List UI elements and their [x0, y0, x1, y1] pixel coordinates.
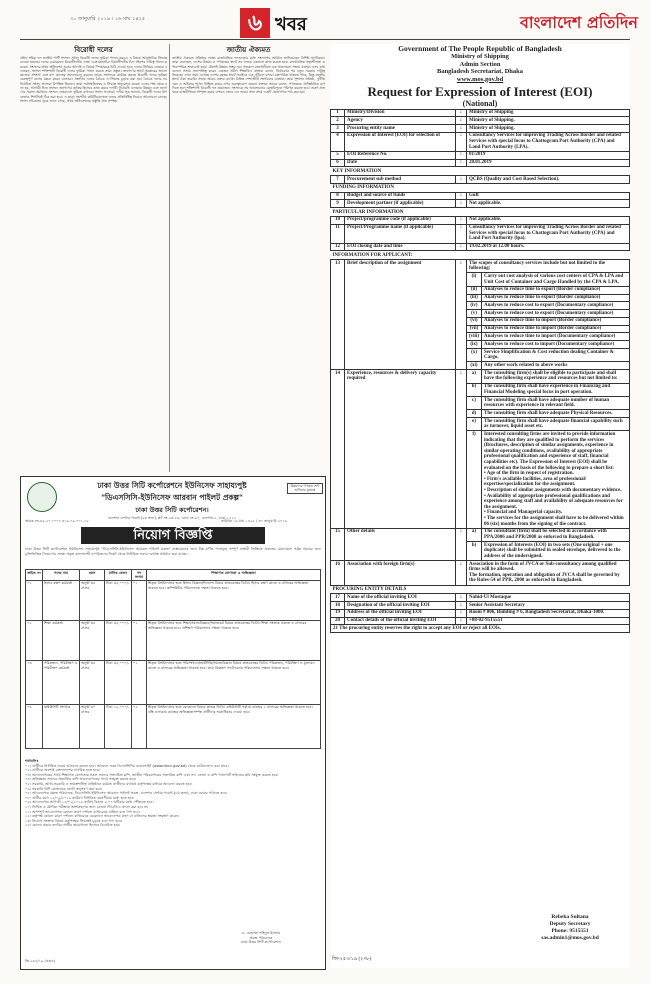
eoi-procuring-table: [330, 586, 630, 634]
news-headline-2: জাতীয় ঐক্যমত: [226, 45, 271, 54]
table-row: 6 Date : 28.01.2019: [331, 159, 630, 167]
office-name: ঢাকা উত্তর সিটি কর্পোরেশন।: [135, 506, 209, 514]
experience-item: e) The consulting firm shall have adequate financial capability such as turnover, liquid asset etc.: [331, 418, 630, 431]
masthead: [0, 0, 650, 40]
eoi-signer-name: Rebeka Sultana: [551, 914, 589, 920]
eoi-website-link[interactable]: www.mos.gov.bd: [456, 75, 504, 83]
org-name: ঢাকা উত্তর সিটি কর্পোরেশনে ইউনিসেফ সাহায্যপুষ্ট: [97, 481, 247, 490]
table-row: ০৪ কমিউনিটি সংগঠক অনূর্ধ্ব ৩০ বৎসর টাকা ২২,০০০/- ০২ স্বীকৃত বিশ্ববিদ্যালয় হতে যেকোনো বিষয়ে স্নাতক ডিগ্রি। কমিউনিটি পর্যায়ে কাজের ২ বৎসরের অভিজ্ঞতা থাকতে হবে। বস্তি এলাকায় কাজের অভিজ্ঞতাসম্পন্ন প্রার্থীদের অগ্রাধিকার দেওয়া হবে।: [26, 704, 321, 748]
table-row: 14 Experience, resources & delivery capacity required : a) The consulting firm(s) shall be eligible to participate and shall have the following experience and resources but not limited to:: [331, 370, 630, 383]
table-row: 10 Project/programme code (if applicable) : Not applicable.: [331, 216, 630, 224]
table-row: 20 Contact details of the official inviting EOI : +88-02-9515551: [331, 617, 630, 625]
table-row: 15 Other details : a) The consultant (firm) shall be selected in accordance with PPA/2006 and PPR/2008 as enforced in Bangladesh.: [331, 528, 630, 541]
eoi-notice: [330, 44, 630, 968]
col-post: পদের নাম: [43, 570, 80, 581]
masthead-date: ৩০ জানুয়ারি ২০১৯ । ১৬ মাঘ ১৪২৫: [70, 16, 146, 22]
recruitment-intro: ঢাকা উত্তর সিটি কর্পোরেশনে ইউনিসেফ সাহায্যপুষ্ট "ডিএসসিসি-ইউনিসেফ আরবান পাইলট প্রকল্প" বাস্তবায়নের জন্য নিম্ন বর্ণিত পদসমূহে সম্পূর্ণ অস্থায়ী ভিত্তিতে প্রকল্পের মেয়াদকাল পর্যন্ত সময়ের জন্য চুক্তিভিত্তিক নিয়োগের লক্ষ্যে প্রকৃত বাংলাদেশী নাগরিকদের নিকট থেকে নির্ধারিত ফরমে দরখাস্ত আহ্বান করা যাচ্ছে।: [25, 547, 321, 556]
table-row: 4 Expression of Interest (EOI) for selection of : Consultancy Services for improving Trading Across Border and related Services with special focus to Chattogram Port Authority (CPA) and Land Port Authority (LPA).: [331, 132, 630, 151]
eoi-scope-table: [330, 259, 630, 586]
bullet-item: • Description of similar assignments with documentary evidence.: [484, 487, 622, 493]
table-row: 13 Brief description of the assignment : The scopes of consultancy services include but not limited to the following:: [331, 260, 630, 273]
bullet-item: • The services for the assignment shall have to be delivered within 06 (six) months from the signing of the contract.: [484, 515, 624, 527]
table-row: 12 EOI closing date and time : 19.02.2019 at 12.00 hours.: [331, 243, 630, 251]
memo-date: তারিখঃ ১৬ মাঘ ১৪২৫ / ৩০ জানুয়ারি ২০১৯: [221, 519, 288, 523]
scope-item: (viii) Analyses to reduce time to import (Documentary compliance): [331, 333, 630, 341]
news-column-1: [20, 44, 167, 472]
recruit-signature: [201, 931, 321, 945]
table-row: 1 Ministry/Division : Ministry of Shipping: [331, 109, 630, 117]
eoi-ministry: Ministry of Shipping: [451, 53, 509, 60]
news-column-2: [172, 44, 325, 472]
condition-item: ১৩। নিয়োগ সংক্রান্ত বিষয়ে কর্তৃপক্ষের সিদ্ধান্তই চূড়ান্ত বলে গণ্য হবে।: [25, 818, 123, 823]
signer-name: ড. মোহাম্মদ শহিদুল ইসলাম: [241, 931, 281, 935]
table-row: 3 Procuring entity name : Ministry of Shipping.: [331, 125, 630, 133]
eoi-address: Bangladesh Secretariat, Dhaka: [436, 68, 523, 75]
news-headline-1: বিরোধী দলের: [74, 45, 113, 54]
section-title: খবর: [275, 14, 307, 35]
condition-item: ১২। কর্তৃপক্ষ কোনো কারণ দর্শানো ব্যতিরেকে যেকোনো আবেদনপত্র গ্রহণ বা বাতিলের ক্ষমতা সংরক্ষণ করেন।: [25, 814, 180, 819]
column-divider: [169, 44, 170, 472]
other-item: b) Expression of Interests (EOI) in two sets (One original + one duplicate) shall be submitted in sealed envelope, delivered to the address of the undersigned.: [331, 542, 630, 561]
experience-item: d) The consulting firm shall have adequate Physical Resources.: [331, 410, 630, 418]
condition-item: ১০। লিখিত ও মৌখিক পরীক্ষায় অংশগ্রহণের জন্য কোনো টিএ/ডিএ প্রদান করা হবে না।: [25, 804, 149, 809]
dncc-seal-icon: [27, 482, 57, 512]
table-row: 16 Association with foreign firm(s) : Association in the form of JVCA or Sub-consultancy among qualified firms will be allowed. The formation, operation and obligation of JVCA shall be governed by the Rules-54 of PPR, 2008 as enforced in Bangladesh.: [331, 561, 630, 586]
table-row: 11 Project/Programme name (if applicable) : Consultancy Services for improving Trading Across Border and related Services with special focus to Chattogram Port Authority (CPA) and Land Port Authority (lpa).: [331, 224, 630, 243]
col-count: পদ সংখ্যা: [132, 570, 147, 581]
scope-item: (v) Analyses to reduce cost to export (Documentary compliance): [331, 310, 630, 318]
scope-item: (xi) Any other work related to above works: [331, 362, 630, 370]
bullet-item: • Financial and Managerial capacity.: [484, 510, 563, 516]
bullet-item: • Age of the firm in respect of registration.: [484, 471, 574, 477]
table-row: 18 Designation of the official inviting EOI : Senior Assistant Secretary: [331, 602, 630, 610]
eoi-title: Request for Expression of Interest (EOI): [367, 83, 593, 99]
table-row: 2 Agency : Ministry of Shipping.: [331, 117, 630, 125]
condition-item: ০৪। অভিজ্ঞতা সনদের সত্যায়িত কপি আবেদনপত্রের সাথে সংযুক্ত করতে হবে।: [25, 777, 137, 782]
conditions: [25, 759, 321, 929]
condition-item: ০২। প্রার্থীকে অবশ্যই বাংলাদেশের নাগরিক হতে হবে।: [25, 768, 100, 773]
page-number: ৬: [240, 8, 270, 38]
condition-item: ০৯। আবেদনপত্র আগামী ১৫/০২/২০১৯ তারিখ বিকাল ৫.০০ ঘটিকার মধ্যে পৌঁছাতে হবে।: [25, 800, 154, 805]
news-body-1: প্রধান শরিক দল জাতীয় পার্টি সংসদে প্রধান বিরোধী দলের ভূমিকা পালন করবে। এ বিষয়ে আনুষ্ঠানিক সিদ্ধান্ত নেওয়া হয়েছে। দলের চেয়ারম্যান বিরোধীদলীয় নেতা এবং মহাসচিব বিরোধীদলীয় চিফ হুইপের দায়িত্ব পালন করবেন। সংসদের প্রথম অধিবেশন শুরুর আগেই এ বিষয়ে স্পিকারকে চিঠি দেওয়া হবে। দলের সিনিয়র নেতারা বলেছেন, সংসদে শক্তিশালী বিরোধী দলের ভূমিকা পালন করতে তারা প্রস্তুত। জনগণের স্বার্থে সরকারের ভালো কাজের প্রশংসা এবং মন্দ কাজের সমালোচনা করবেন তারা। সংসদকে কার্যকর করতে বিরোধী দলের ভূমিকা গুরুত্বপূর্ণ বলেও মন্তব্য করেন নেতারা। সংসদীয় দলের বৈঠকে এ সিদ্ধান্ত চূড়ান্ত করা হয়। বৈঠকে দলের নবনির্বাচিত সংসদ সদস্যরা উপস্থিত ছিলেন। তারা সর্বসম্মতিক্রমে এ সিদ্ধান্ত অনুমোদন করেন। দলের পক্ষ থেকে বলা হয়, আগামী দিনে সংসদে জনগণের কণ্ঠস্বর হিসেবে কাজ করবে দলটি। নির্বাচনী এলাকার উন্নয়ন এবং জনগণের সমস্যা সমাধানে সংসদে জোরালো ভূমিকা রাখবেন সংসদ সদস্যরা। দলীয় সূত্র জানায়, বিরোধী দলের উপনেতাও শিগগিরই ঠিক করা হবে। এ ছাড়া সংসদীয় কমিটিগুলোতে দলের প্রতিনিধিত্ব নিয়েও আলোচনা চলছে। সংসদ সচিবালয় সূত্রে জানা গেছে, প্রথম অধিবেশনের প্রস্তুতি প্রায় সম্পন্ন।: [20, 56, 167, 103]
table-row: 7 Procurement sub method : QCBS (Quality and Cost Based Selection).: [331, 176, 630, 184]
col-salary: মাসিক বেতন: [105, 570, 132, 581]
table-row: 17 Name of the official inviting EOI : Nahid-Ul Mostaque: [331, 594, 630, 602]
eoi-signature: [520, 914, 620, 942]
eoi-wing: Admin Section: [459, 60, 501, 68]
table-row: 9 Development partner (if applicable) : Not applicable.: [331, 200, 630, 208]
scope-item: (i) Carry out cost analysis of various cost centers of CPA & LPA and Unit Cost of Container and Cargo Handled by the CPA & LPA.: [331, 273, 630, 286]
newspaper-logo: বাংলাদেশ প্রতিদিন: [520, 13, 638, 32]
experience-item: b) The consulting firm shall have experience in Financing and Financial Modeling special focus in port operation.: [331, 383, 630, 396]
signer-org: ঢাকা উত্তর সিটি কর্পোরেশন।: [240, 940, 282, 945]
scope-item: (iii) Analyses to reduce time to export (Border compliance): [331, 294, 630, 302]
col-age: বয়স: [80, 570, 105, 581]
bullet-item: • Firm's available facilities, area of professional/ expertise/specialization for the assignment.: [484, 476, 587, 488]
table-row: 8 Budget and source of funds : GoB: [331, 192, 630, 200]
table-row: ০২ শিক্ষা কর্মকর্তা অনূর্ধ্ব ৩৫ বৎসর টাকা ৩৫,০০০/- ০১ স্বীকৃত বিশ্ববিদ্যালয় হতে শিক্ষা/সমাজবিজ্ঞান/সমাজকর্ম বিষয়ে স্নাতকোত্তর ডিগ্রি। শিক্ষা সংক্রান্ত প্রকল্পে ৩ বৎসরের অভিজ্ঞতা থাকতে হবে। প্রশিক্ষণ পরিচালনায় দক্ষতা থাকতে হবে।: [26, 620, 321, 660]
eoi-table: [330, 109, 630, 260]
table-row: 19 Address of the official inviting EOI : Room # 806, Building # 6, Bangladesh Secretariat, Dhaka-1000.: [331, 609, 630, 617]
condition-item: ০৫। সরকারি, আধা-সরকারি ও স্বায়ত্তশাসিত প্রতিষ্ঠানে কর্মরত প্রার্থীদের যথাযথ কর্তৃপক্ষের মাধ্যমে আবেদন করতে হবে।: [25, 781, 193, 786]
news-body-2: জাতীয় ঐক্যমত প্রতিষ্ঠার লক্ষ্যে রাজনৈতিক দলগুলোর মধ্যে সংলাপের আহ্বান জানিয়েছেন বিশিষ্ট নাগরিকরা। তারা বলেছেন, দেশের উন্নয়ন ও গণতন্ত্রের স্বার্থে সব দলকে একসঙ্গে কাজ করতে হবে। রাজনৈতিক সহনশীলতা ও পারস্পরিক শ্রদ্ধাবোধ ছাড়া টেকসই উন্নয়ন সম্ভব নয়। গতকাল রাজধানীতে এক আলোচনা সভায় বক্তারা এসব কথা বলেন। সভায় সভাপতিত্ব করেন একজন প্রবীণ শিক্ষাবিদ। বক্তারা বলেন, নির্বাচনের পর নতুন সরকার দায়িত্ব নিয়েছে। এখন সময় এসেছে দেশের বৃহত্তর স্বার্থে সবাইকে এক টেবিলে বসার। মতপার্থক্য থাকতে পারে, কিন্তু জাতীয় স্বার্থে ঐক্য জরুরি। সভায় আরও বক্তব্য রাখেন বিভিন্ন পেশাজীবী সংগঠনের নেতারা। তারা সুশাসন প্রতিষ্ঠা, দুর্নীতি দমন ও আইনের শাসন নিশ্চিত করার ওপর গুরুত্বারোপ করেন। বক্তারা আরও বলেন, গণতন্ত্রকে প্রাতিষ্ঠানিক রূপ দিতে হলে শক্তিশালী বিরোধী দল প্রয়োজন। সংসদকে সব আলোচনার কেন্দ্রবিন্দুতে পরিণত করতে হবে। তরুণ প্রজন্মকে রাজনীতিতে সম্পৃক্ত করার ওপরও জোর দেন তারা। সভা শেষে একটি ঘোষণাপত্র পাঠ করা হয়।: [172, 56, 325, 95]
masthead-divider: [20, 39, 630, 40]
conditions-title: শর্তাবলিঃ: [25, 759, 39, 763]
experience-item: c) The consulting firm shall have adequate number of human resources with experience in relevant field.: [331, 396, 630, 409]
office-address: গুলশান সেন্টার পয়েন্ট (৮ম তলা), প্লট নং-২৩-২৬, রোড নং-৯০, গুলশান-২, ঢাকা-১২১২: [107, 516, 237, 520]
eoi-national: (National): [462, 98, 498, 108]
eoi-signer-role: Deputy Secretary: [549, 921, 591, 927]
bullet-item: • Availability of appropriate professional qualifications and experience among staff and availability of adequate resources for the assignment.: [484, 493, 623, 510]
section-applicant-info: INFORMATION FOR APPLICANT:: [332, 252, 413, 258]
recruitment-banner: নিয়োগ বিজ্ঞপ্তি: [81, 527, 265, 544]
condition-item: ০৮। প্রার্থীর বয়স ১৫/০২/২০১৯ তারিখে নির্ধারিত বয়সসীমার মধ্যে হতে হবে।: [25, 795, 135, 800]
scope-item: (x) Service Simplification & Cost reduction dealing Container & Cargo.: [331, 349, 630, 362]
project-name: "ডিএসসিসি-ইউনিসেফ আরবান পাইলট প্রকল্প": [101, 493, 243, 502]
condition-item: ০৩। আবেদনপত্রের সাথে শিক্ষাগত যোগ্যতার সকল সনদের সত্যায়িত কপি, জাতীয় পরিচয়পত্রের সত্যায়িত কপি এবং সদ্য তোলা ৩ কপি পাসপোর্ট সাইজের ছবি সংযুক্ত করতে হবে।: [25, 772, 279, 777]
table-row: 21 The procuring entity reserves the right to accept any EOI or reject all EOIs.: [331, 625, 630, 633]
condition-item: ১১। অসম্পূর্ণ আবেদনপত্র কোনো কারণ দর্শানো ব্যতিরেকে বাতিল বলে গণ্য হবে।: [25, 809, 140, 814]
posts-table: [25, 569, 321, 749]
table-row: 5 EOI Reference No. : 01/2019: [331, 151, 630, 159]
memo-number: স্মারক নং-৪৬.২০.০০০০.৩১৬.০৯.০০১.১৮: [25, 519, 89, 523]
recruitment-notice: [20, 476, 326, 970]
experience-item: f) Interested consulting firms are invited to provide information indicating that they are qualified to perform the services (Brochures, description of similar assignments, experience in similar operating conditions, availability of appropriate professional qualification and experience of staff, financial capabilities etc). The Expression of Interest (EOI) shall be evaluated on the basis of the following to prepare a short list: • Age of the firm in respect of registration. • Firm's available facilities, area of professional/ expertise/specialization for the assignment. • Description of similar assignments with documentary evidence. • Availability of appropriate professional qualifications and experience among staff and availability of adequate resources for the assignment. • Financial and Managerial capacity. • The services for the assignment shall have to be delivered within 06 (six) months from the signing of the contract.: [331, 431, 630, 528]
recruit-ref: জি-২৮৮/১৯ (৩×৪): [25, 959, 56, 963]
col-sl: ক্রমিক নং: [26, 570, 43, 581]
col-qualification: শিক্ষাগত যোগ্যতা ও অভিজ্ঞতা: [147, 570, 321, 581]
scope-item: (iv) Analyses to reduce cost to export (Documentary compliance): [331, 302, 630, 310]
table-row: ০৩ পরিকল্পনা, পরিবীক্ষণ ও পরিবীক্ষণ কর্মকর্তা অনূর্ধ্ব ৩৫ বৎসর টাকা ৩৫,০০০/- ০১ স্বীকৃত বিশ্ববিদ্যালয় হতে পরিসংখ্যান/অর্থনীতি/সমাজবিজ্ঞান বিষয়ে স্নাতকোত্তর ডিগ্রি। পরিকল্পনা, পরিবীক্ষণ ও মূল্যায়ন কাজে ৩ বৎসরের অভিজ্ঞতা থাকতে হবে। তথ্য বিশ্লেষণ সফটওয়্যার পরিচালনায় দক্ষতা থাকতে হবে।: [26, 660, 321, 704]
scope-item: (ii) Analyses to reduce time to export (Border compliance): [331, 286, 630, 294]
scope-item: (vii) Analyses to reduce time to import (Border compliance): [331, 325, 630, 333]
scope-item: (vi) Analyses to reduce time to import (Border compliance): [331, 317, 630, 325]
section-funding-info: FUNDING INFORMATION: [332, 185, 394, 191]
section-key-info: KEY INFORMATION: [332, 168, 382, 174]
section-procuring-details: PROCURING ENTITY DETAILS: [332, 587, 407, 593]
condition-item: ০৭। আবেদনপত্র প্রকল্প পরিচালক, ডিএসসিসি-ইউনিসেফ আরবান পাইলট প্রকল্প, গুলশান সেন্টার পয়েন্ট (৮ম তলা), ঢাকা বরাবর পাঠাতে হবে।: [25, 791, 228, 796]
scope-item: (ix) Analyses to reduce cost to import (Documentary compliance): [331, 341, 630, 349]
eoi-government: Government of The People Republic of Bangladesh: [398, 44, 562, 53]
table-row: ০১ হিসাব রক্ষণ কর্মকর্তা অনূর্ধ্ব ৩৫ বৎসর টাকা ৩৫,০০০/- ০১ স্বীকৃত বিশ্ববিদ্যালয় হতে হিসাব বিজ্ঞান/ফিন্যান্স বিষয়ে স্নাতকোত্তর ডিগ্রি। হিসাব রক্ষণ কাজে ৩ বৎসরের অভিজ্ঞতা থাকতে হবে। কম্পিউটার পরিচালনায় দক্ষতা থাকতে হবে।: [26, 580, 321, 620]
condition-item: ০৬। সরকারি বিধি মোতাবেক কোটা অনুসরণ করা হবে।: [25, 786, 103, 791]
eoi-signer-phone: Phone: 9515551: [551, 928, 589, 934]
condition-item: ০১। প্রার্থীকে নির্ধারিত ফরমে আবেদন করতে হবে। আবেদন ফরম ডিএনসিসির ওয়েবসাইট (www.dncc.gov.bd) থেকে ডাউনলোড করা যাবে।: [25, 763, 229, 768]
condition-item: ১৪। কোনো প্রকার তদবির প্রার্থীর অযোগ্যতা হিসেবে বিবেচিত হবে।: [25, 823, 121, 828]
eoi-signer-email[interactable]: sas.admin1@mos.gov.bd: [541, 935, 599, 941]
section-particular-info: PARTICULAR INFORMATION: [332, 209, 404, 215]
eoi-ref: জি-২৫৩/১৯ (২×৮): [332, 957, 372, 962]
signer-role: প্রকল্প পরিচালক: [249, 935, 273, 940]
slogan: উন্নয়নের গণতন্ত্র শেখ হাসিনার মূলমন্ত্র: [287, 483, 323, 494]
